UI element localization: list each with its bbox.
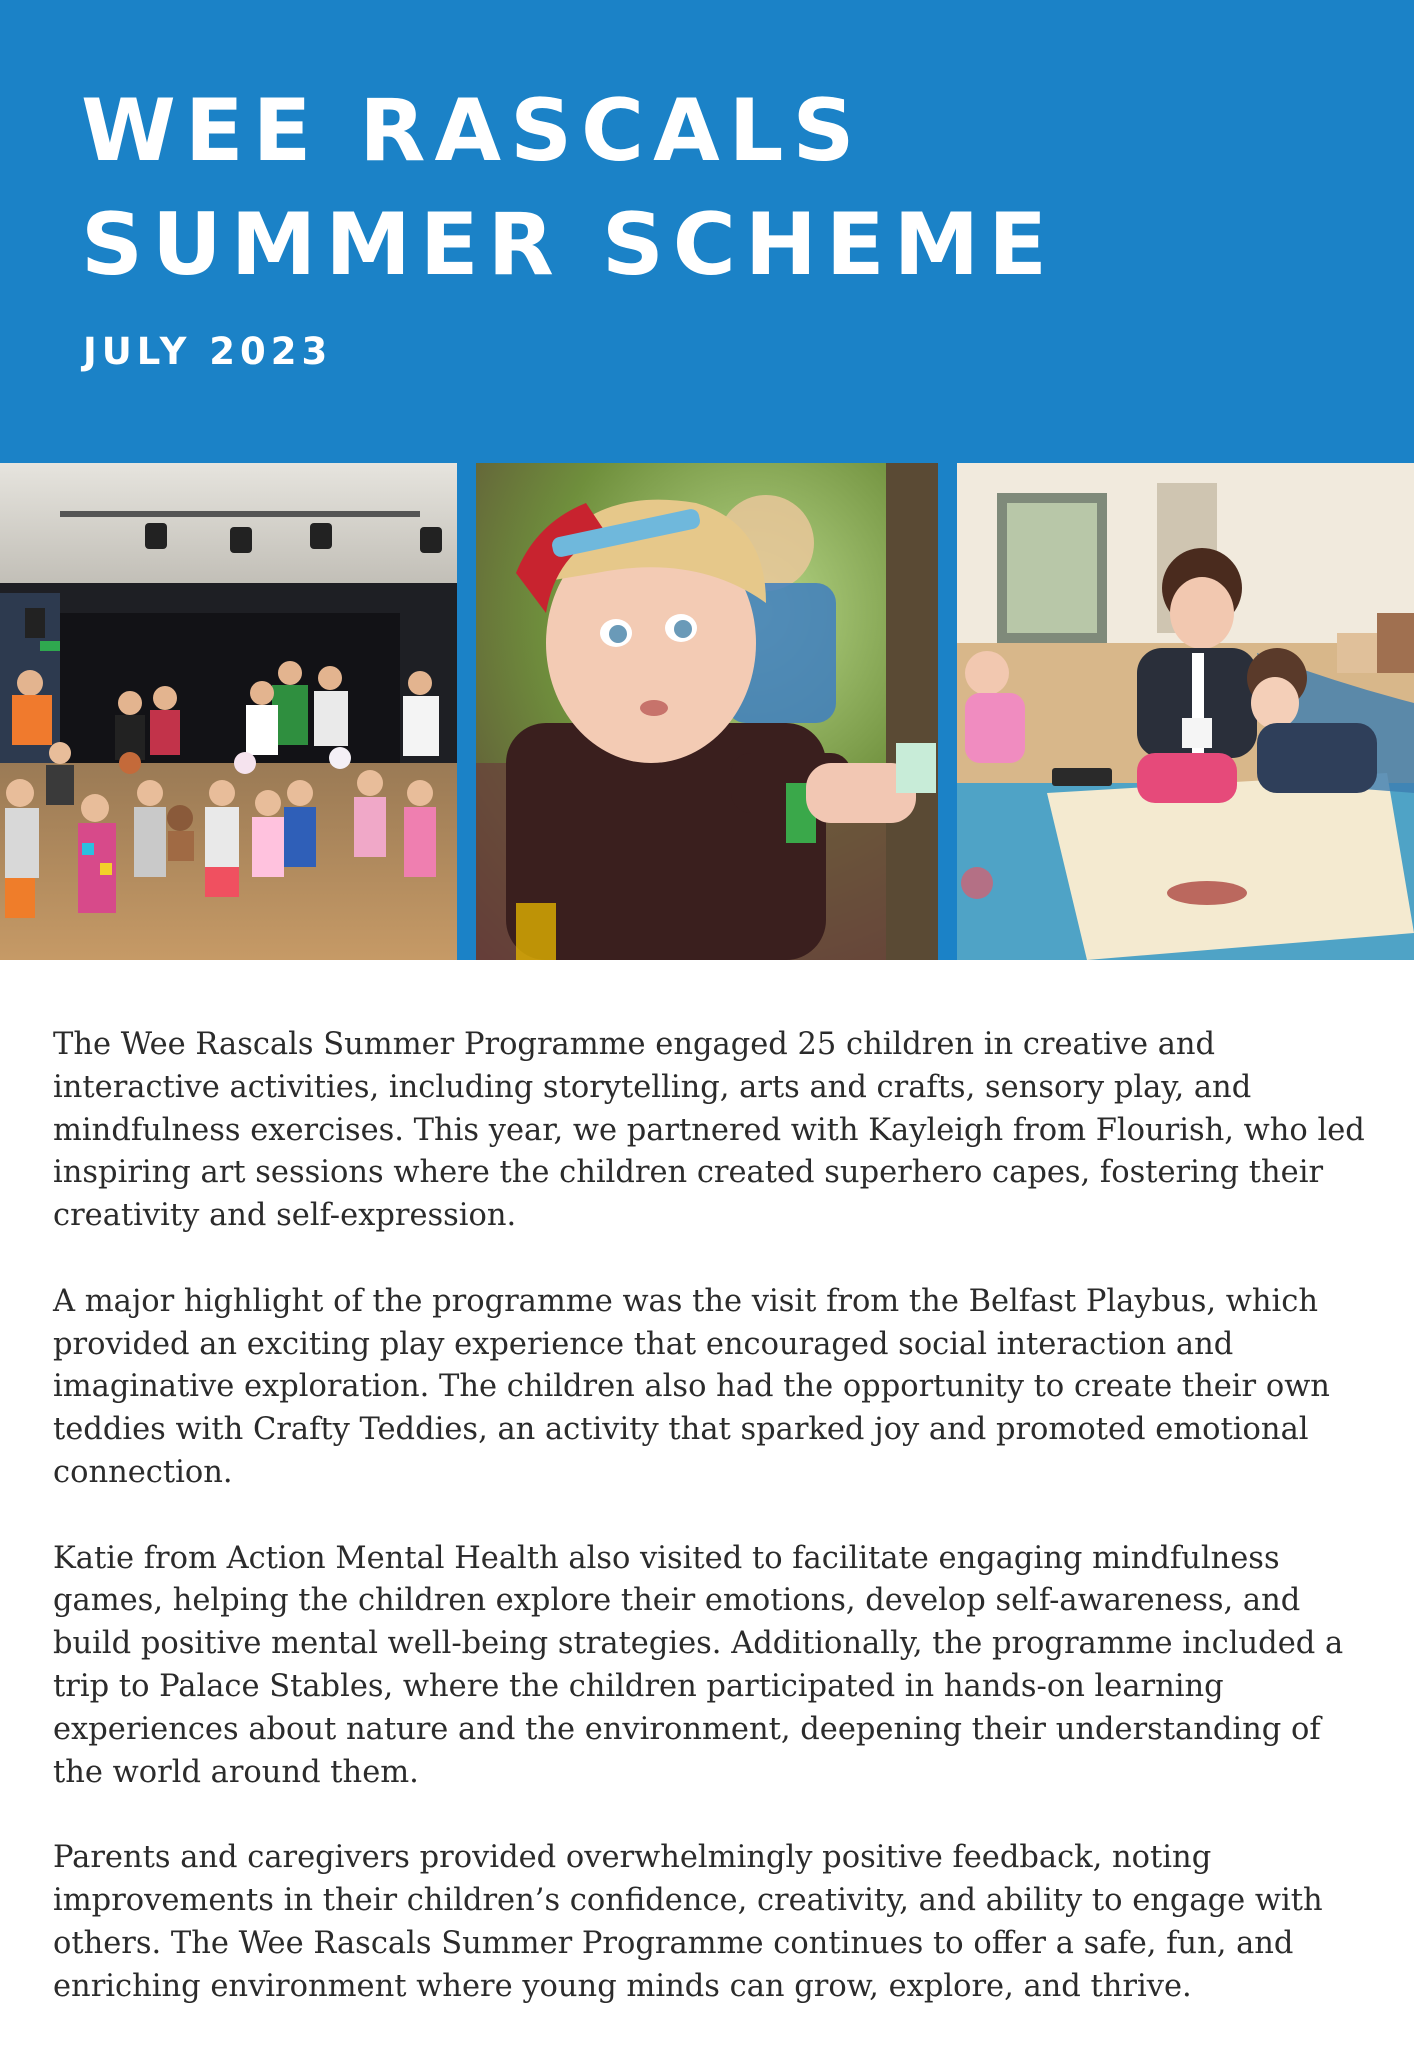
article-body	[53, 1024, 1373, 2051]
title-line-2: SUMMER SCHEME	[81, 195, 1056, 295]
child-closeup-photo	[476, 463, 938, 960]
paragraph-1: The Wee Rascals Summer Programme engaged 25 children in creative and interactive activities, including storytelling, arts and crafts, sensory play, and mindfulness exercises. This year, we partnered with Kayleigh from Flourish, who led inspiring art sessions where the children created superhero capes, fostering their creativity and self-expression.	[53, 1027, 1365, 1234]
photo-strip	[0, 463, 1414, 960]
date-subtitle: JULY 2023	[83, 330, 333, 373]
title-line-1: WEE RASCALS	[81, 81, 864, 181]
paragraph-4: Parents and caregivers provided overwhelmingly positive feedback, noting improvements in their children’s confidence, creativity, and ability to engage with others. The Wee Rascals Summer Programme continues to offer a safe, fun, and enriching environment where young minds can grow, explore, and thrive.	[53, 1840, 1323, 2004]
paragraph-2: A major highlight of the programme was the visit from the Belfast Playbus, which provided an exciting play experience that encouraged social interaction and imaginative exploration. The children also had the opportunity to create their own teddies with Crafty Teddies, an activity that sparked joy and promoted emotional connection.	[53, 1283, 1330, 1490]
paragraph-3: Katie from Action Mental Health also visited to facilitate engaging mindfulness games, helping the children explore their emotions, develop self-awareness, and build positive mental well-being strategies. Additionally, the programme included a trip to Palace Stables, where the children participated in hands-on learning experiences about nature and the environment, deepening their understanding of the world around them.	[53, 1540, 1344, 1790]
header-banner	[0, 0, 1414, 463]
art-session-photo	[957, 463, 1414, 960]
group-photo	[0, 463, 457, 960]
